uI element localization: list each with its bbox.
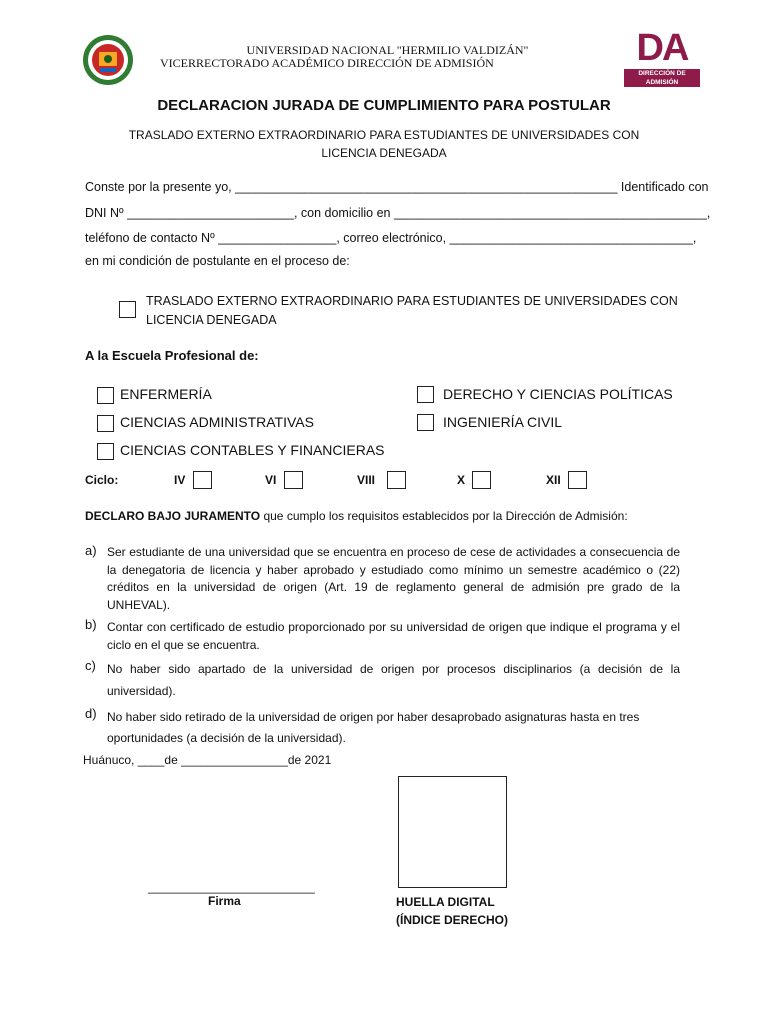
- derecho-label: DERECHO Y CIENCIAS POLÍTICAS: [443, 386, 673, 402]
- cycle-label: Ciclo:: [85, 473, 119, 487]
- university-seal-logo: [82, 34, 134, 86]
- page-title: DECLARACION JURADA DE CUMPLIMIENTO PARA POSTULAR: [157, 97, 611, 114]
- derecho-checkbox[interactable]: [417, 386, 434, 403]
- address-label: , con domicilio en: [293, 206, 394, 220]
- comma: ,: [706, 206, 711, 220]
- school-heading: A la Escuela Profesional de:: [85, 348, 259, 363]
- fingerprint-sublabel: (ÍNDICE DERECHO): [396, 913, 509, 927]
- process-checkbox[interactable]: [119, 301, 136, 318]
- requirement-b-text: Contar con certificado de estudio proporcionado por su universidad de origen que indique el programa y el ciclo en el que se encuentra.: [107, 620, 680, 652]
- process-intro: en mi condición de postulante en el proceso de:: [85, 254, 350, 268]
- address-field[interactable]: _____________________________________________: [394, 206, 707, 220]
- fingerprint-label: HUELLA DIGITAL: [396, 895, 495, 909]
- cycle-x-checkbox[interactable]: [472, 471, 491, 489]
- cycle-iv-label: IV: [174, 473, 186, 487]
- contables-label: CIENCIAS CONTABLES Y FINANCIERAS: [120, 442, 385, 458]
- requirement-b-marker: b): [85, 617, 97, 632]
- university-name: UNIVERSIDAD NACIONAL "HERMILIO VALDIZÁN": [246, 43, 529, 57]
- phone-field[interactable]: _________________: [218, 231, 337, 245]
- declaration: [85, 509, 685, 523]
- email-label: , correo electrónico,: [336, 231, 450, 245]
- cycle-vi-checkbox[interactable]: [284, 471, 303, 489]
- name-label: Conste por la presente yo,: [85, 180, 236, 194]
- cycle-viii-label: VIII: [357, 473, 376, 487]
- comma: ,: [692, 231, 697, 245]
- enfermeria-checkbox[interactable]: [97, 387, 114, 404]
- form-line-phone: [85, 231, 696, 245]
- cycle-viii-checkbox[interactable]: [387, 471, 406, 489]
- requirement-c-marker: c): [85, 658, 96, 673]
- administrativas-checkbox[interactable]: [97, 415, 114, 432]
- requirement-c-text: No haber sido apartado de la universidad de origen por procesos disciplinarios (a decisión de la universidad).: [107, 662, 680, 698]
- date-line: Huánuco, ____de ________________de 2021: [83, 753, 332, 767]
- requirement-a-text: Ser estudiante de una universidad que se encuentra en proceso de cese de actividades a consecuencia de la denegatoria de licencia y haber aprobado y estudiado como mínimo un semestre académico o (22) créditos en la universidad de origen (Art. 19 de reglamento general de admisión pre grado de la UNHEVAL).: [107, 545, 680, 612]
- admission-logo: [624, 27, 700, 86]
- requirement-d-text: No haber sido retirado de la universidad de origen por haber desaprobado asignaturas hasta en tres oportunidades (a decisión de la universidad).: [107, 710, 640, 745]
- process-option-label: TRASLADO EXTERNO EXTRAORDINARIO PARA ESTUDIANTES DE UNIVERSIDADES CON LICENCIA DENEGADA: [146, 294, 678, 327]
- declaration-bold: DECLARO BAJO JURAMENTO: [85, 509, 261, 523]
- requirement-a-marker: a): [85, 543, 97, 558]
- admission-logo-letters: DA: [636, 27, 688, 69]
- identified-label: Identificado con: [617, 180, 709, 194]
- cycle-xii-checkbox[interactable]: [568, 471, 587, 489]
- requirement-d-marker: d): [85, 706, 97, 721]
- civil-checkbox[interactable]: [417, 414, 434, 431]
- name-field[interactable]: _______________________________________________________: [235, 180, 618, 194]
- cycle-vi-label: VI: [265, 473, 277, 487]
- email-field[interactable]: ___________________________________: [449, 231, 693, 245]
- signature-line[interactable]: _________________________: [148, 880, 315, 894]
- cycle-xii-label: XII: [546, 473, 561, 487]
- fingerprint-box[interactable]: [398, 776, 507, 888]
- page-subtitle: TRASLADO EXTERNO EXTRAORDINARIO PARA ESTUDIANTES DE UNIVERSIDADES CON LICENCIA DENEGADA: [128, 128, 640, 160]
- form-line-name: [85, 180, 709, 194]
- signature-label: Firma: [208, 894, 241, 908]
- form-line-dni: [85, 206, 710, 220]
- civil-label: INGENIERÍA CIVIL: [443, 414, 563, 430]
- cycle-iv-checkbox[interactable]: [193, 471, 212, 489]
- dni-field[interactable]: ________________________: [127, 206, 294, 220]
- administrativas-label: CIENCIAS ADMINISTRATIVAS: [120, 414, 314, 430]
- cycle-x-label: X: [457, 473, 466, 487]
- phone-label: teléfono de contacto Nº: [85, 231, 219, 245]
- admission-logo-caption: DIRECCIÓN DE ADMISIÓN: [624, 69, 700, 87]
- dni-label: DNI Nº: [85, 206, 128, 220]
- enfermeria-label: ENFERMERÍA: [120, 386, 212, 402]
- office-name: VICERRECTORADO ACADÉMICO DIRECCIÓN DE ADMISIÓN: [160, 56, 494, 70]
- declaration-rest: que cumplo los requisitos establecidos por la Dirección de Admisión:: [260, 509, 628, 523]
- contables-checkbox[interactable]: [97, 443, 114, 460]
- seal-icon: [82, 34, 134, 86]
